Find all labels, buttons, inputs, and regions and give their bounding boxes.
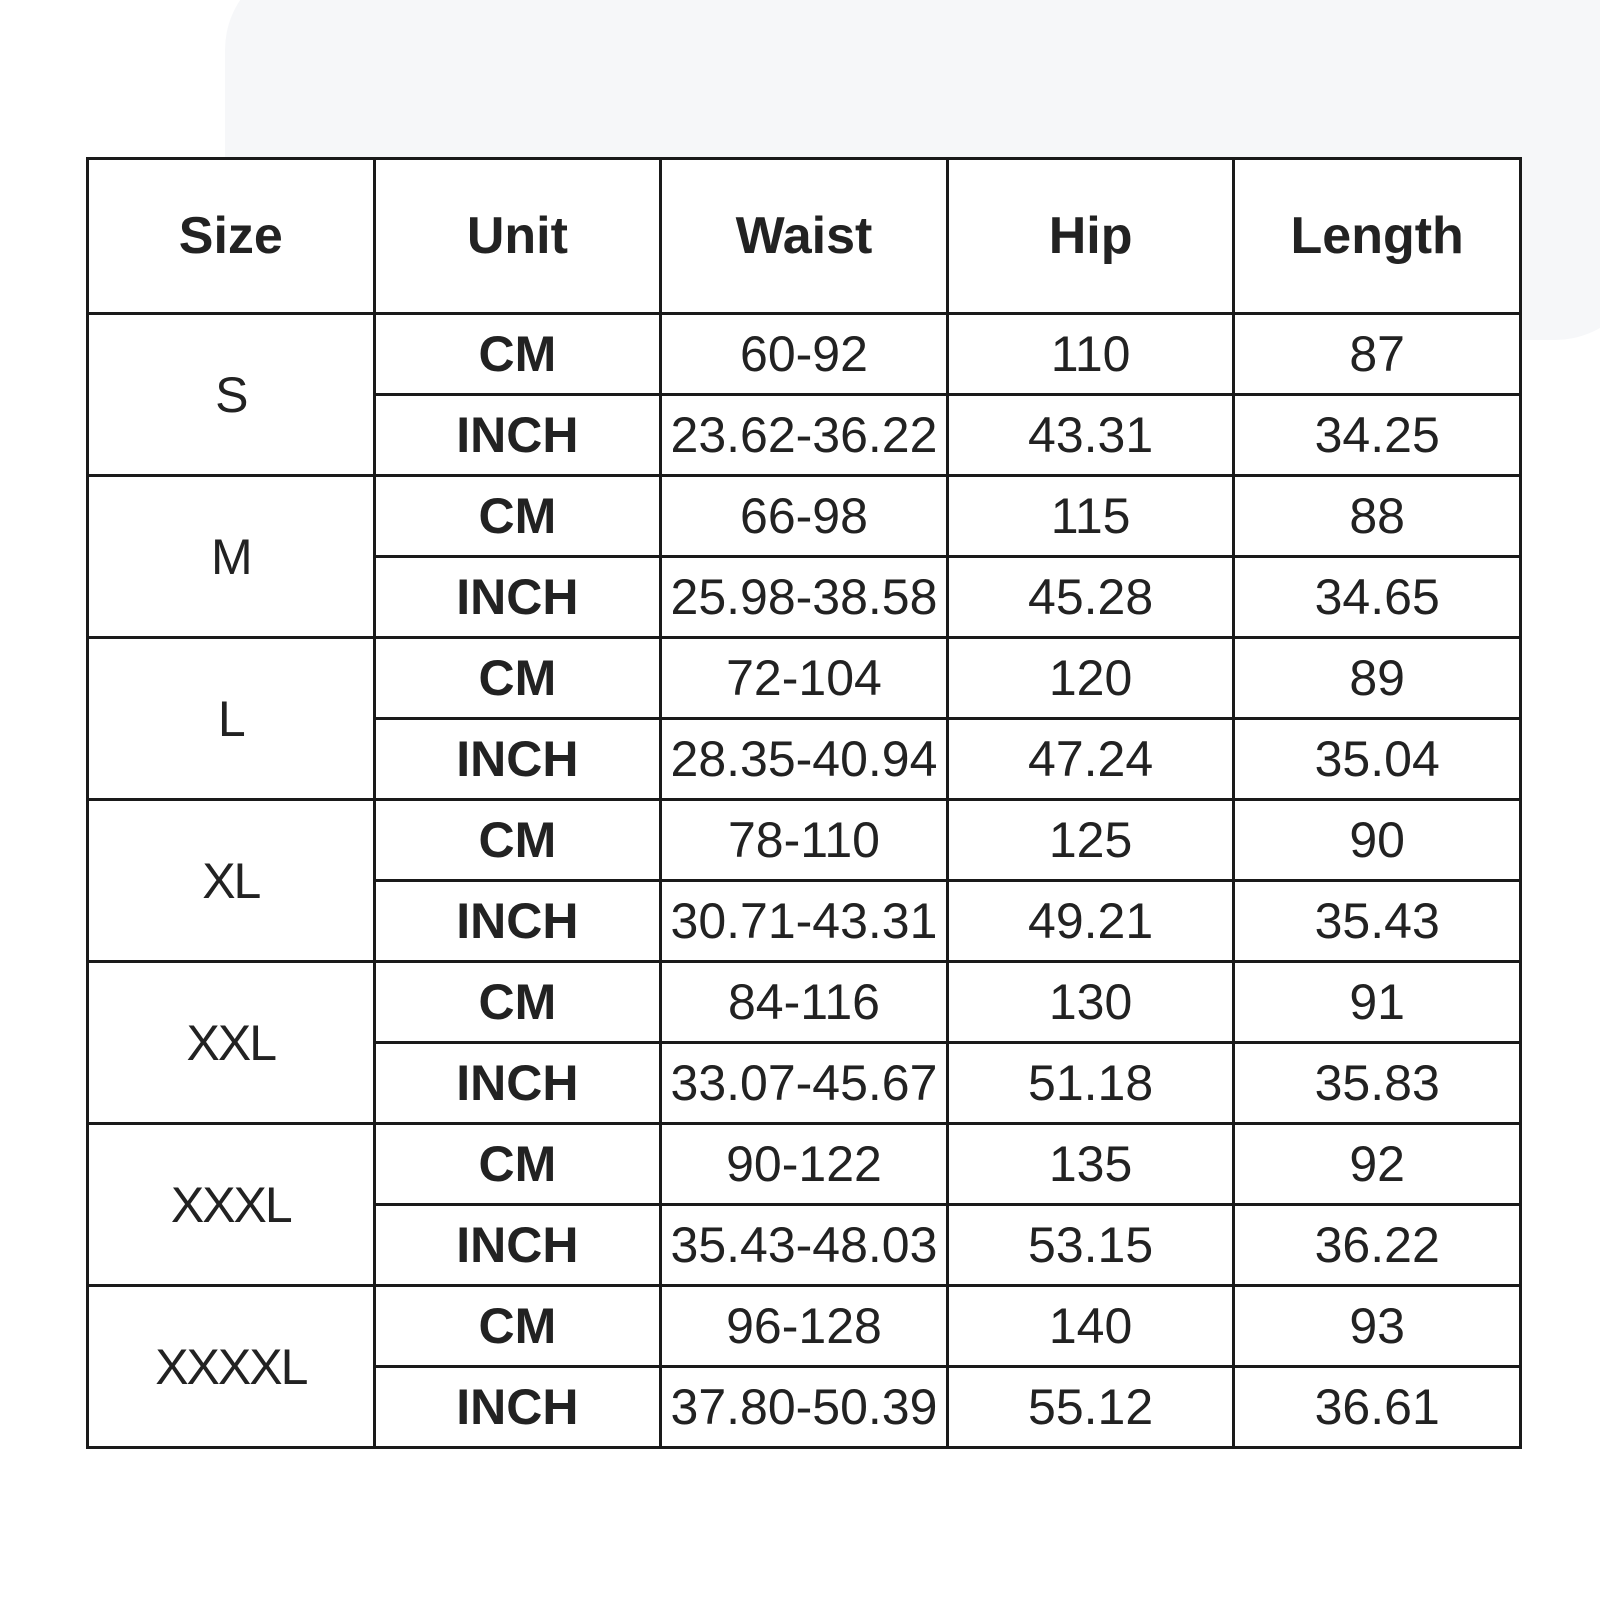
waist-cm: 66-98 [661, 476, 948, 557]
unit-cm: CM [374, 476, 661, 557]
waist-inch: 28.35-40.94 [661, 719, 948, 800]
length-cm: 91 [1234, 962, 1521, 1043]
waist-cm: 90-122 [661, 1124, 948, 1205]
size-chart [86, 157, 1522, 1446]
size-label: XXL [88, 962, 375, 1124]
waist-inch: 25.98-38.58 [661, 557, 948, 638]
waist-inch: 30.71-43.31 [661, 881, 948, 962]
header-length: Length [1234, 159, 1521, 314]
size-label: L [88, 638, 375, 800]
hip-inch: 43.31 [947, 395, 1234, 476]
hip-inch: 55.12 [947, 1367, 1234, 1448]
header-size: Size [88, 159, 375, 314]
table-row [88, 1124, 1521, 1205]
unit-inch: INCH [374, 395, 661, 476]
length-cm: 90 [1234, 800, 1521, 881]
table-row [88, 800, 1521, 881]
header-waist: Waist [661, 159, 948, 314]
hip-cm: 135 [947, 1124, 1234, 1205]
length-inch: 34.25 [1234, 395, 1521, 476]
unit-cm: CM [374, 800, 661, 881]
header-hip: Hip [947, 159, 1234, 314]
table-row [88, 1286, 1521, 1367]
unit-inch: INCH [374, 881, 661, 962]
table-body [88, 314, 1521, 1448]
hip-cm: 115 [947, 476, 1234, 557]
waist-inch: 37.80-50.39 [661, 1367, 948, 1448]
unit-cm: CM [374, 314, 661, 395]
header-unit: Unit [374, 159, 661, 314]
length-inch: 36.61 [1234, 1367, 1521, 1448]
unit-cm: CM [374, 1124, 661, 1205]
hip-inch: 53.15 [947, 1205, 1234, 1286]
hip-inch: 51.18 [947, 1043, 1234, 1124]
length-cm: 87 [1234, 314, 1521, 395]
length-cm: 88 [1234, 476, 1521, 557]
size-table [86, 157, 1522, 1449]
length-inch: 35.43 [1234, 881, 1521, 962]
waist-inch: 23.62-36.22 [661, 395, 948, 476]
unit-inch: INCH [374, 1043, 661, 1124]
hip-cm: 125 [947, 800, 1234, 881]
unit-cm: CM [374, 1286, 661, 1367]
size-label: XXXXL [88, 1286, 375, 1448]
table-row [88, 476, 1521, 557]
table-row [88, 638, 1521, 719]
hip-inch: 49.21 [947, 881, 1234, 962]
hip-inch: 47.24 [947, 719, 1234, 800]
length-inch: 35.83 [1234, 1043, 1521, 1124]
waist-cm: 72-104 [661, 638, 948, 719]
waist-inch: 33.07-45.67 [661, 1043, 948, 1124]
table-row [88, 314, 1521, 395]
size-label: M [88, 476, 375, 638]
length-cm: 93 [1234, 1286, 1521, 1367]
header-row [88, 159, 1521, 314]
unit-cm: CM [374, 638, 661, 719]
hip-cm: 120 [947, 638, 1234, 719]
table-row [88, 962, 1521, 1043]
length-inch: 34.65 [1234, 557, 1521, 638]
length-cm: 89 [1234, 638, 1521, 719]
length-cm: 92 [1234, 1124, 1521, 1205]
waist-cm: 78-110 [661, 800, 948, 881]
unit-inch: INCH [374, 557, 661, 638]
waist-cm: 84-116 [661, 962, 948, 1043]
length-inch: 36.22 [1234, 1205, 1521, 1286]
length-inch: 35.04 [1234, 719, 1521, 800]
waist-cm: 60-92 [661, 314, 948, 395]
hip-cm: 140 [947, 1286, 1234, 1367]
hip-cm: 130 [947, 962, 1234, 1043]
hip-inch: 45.28 [947, 557, 1234, 638]
size-label: S [88, 314, 375, 476]
waist-inch: 35.43-48.03 [661, 1205, 948, 1286]
size-label: XL [88, 800, 375, 962]
hip-cm: 110 [947, 314, 1234, 395]
unit-inch: INCH [374, 1205, 661, 1286]
waist-cm: 96-128 [661, 1286, 948, 1367]
size-label: XXXL [88, 1124, 375, 1286]
unit-cm: CM [374, 962, 661, 1043]
unit-inch: INCH [374, 719, 661, 800]
unit-inch: INCH [374, 1367, 661, 1448]
